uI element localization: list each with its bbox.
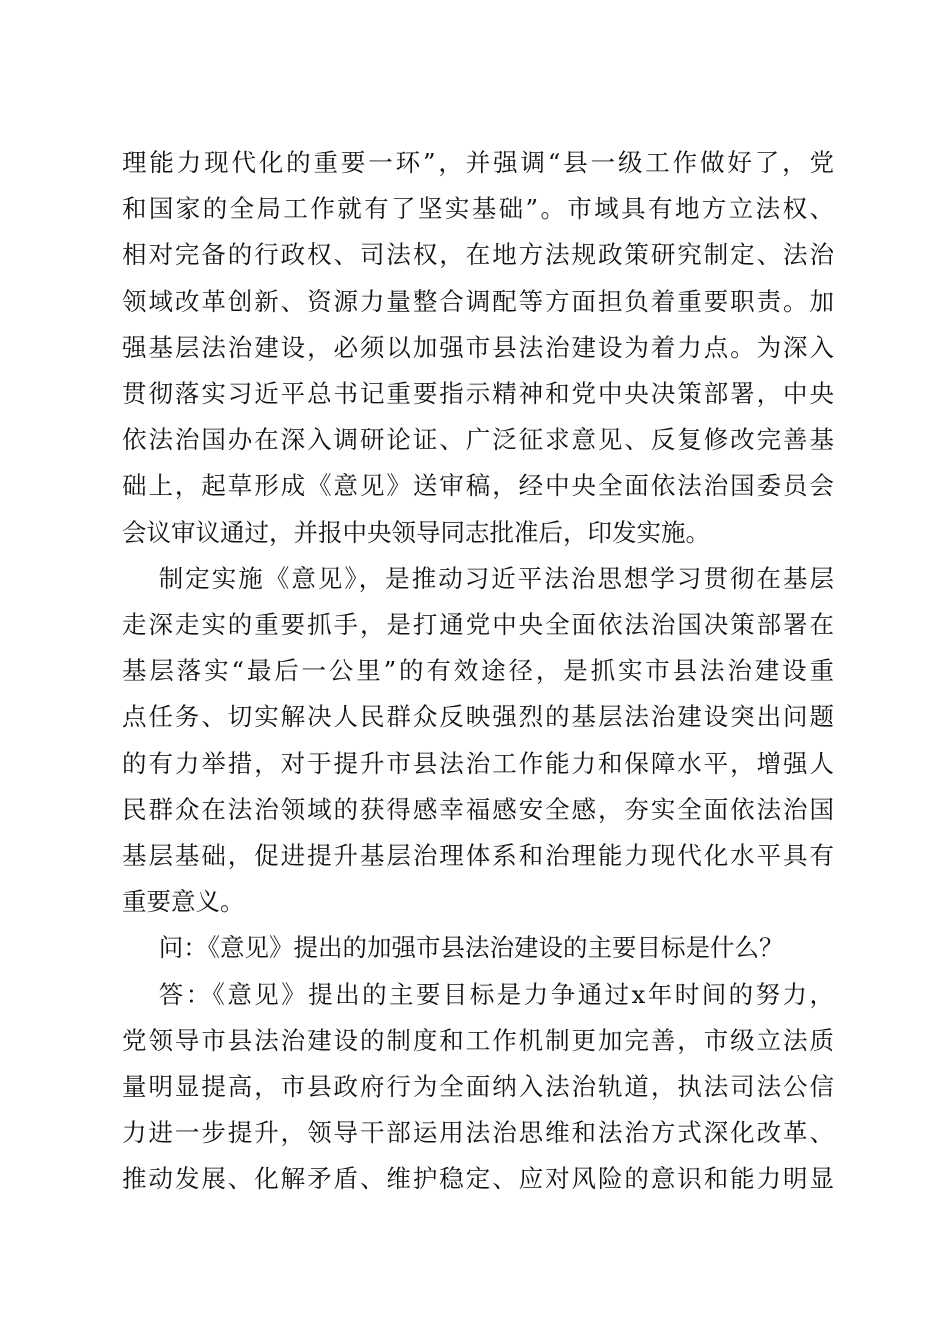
- text-line: 领域改革创新、资源力量整合调配等方面担负着重要职责。加: [122, 286, 834, 316]
- text-line: 答：《意见》提出的主要目标是力争通过x年时间的努力，: [158, 979, 834, 1009]
- text-line: 和国家的全局工作就有了坚实基础”。市域具有地方立法权、: [122, 194, 834, 224]
- text-line: 理能力现代化的重要一环”，并强调“县一级工作做好了，党: [122, 148, 834, 177]
- text-line: 相对完备的行政权、司法权，在地方法规政策研究制定、法治: [122, 240, 834, 270]
- text-line: 基层基础，促进提升基层治理体系和治理能力现代化水平具有: [122, 841, 834, 871]
- text-line: 党领导市县法治建设的制度和工作机制更加完善，市级立法质: [122, 1025, 834, 1055]
- text-line: 基层落实“最后一公里”的有效途径，是抓实市县法治建设重: [122, 656, 834, 686]
- text-line: 贯彻落实习近平总书记重要指示精神和党中央决策部署，中央: [122, 379, 834, 409]
- text-line: 的有力举措，对于提升市县法治工作能力和保障水平，增强人: [122, 748, 834, 778]
- text-line: 力进一步提升，领导干部运用法治思维和法治方式深化改革、: [122, 1118, 834, 1148]
- text-line: 民群众在法治领域的获得感幸福感安全感，夯实全面依法治国: [122, 794, 834, 824]
- text-line: 量明显提高，市县政府行为全面纳入法治轨道，执法司法公信: [122, 1072, 834, 1102]
- text-line: 强基层法治建设，必须以加强市县法治建设为着力点。为深入: [122, 332, 834, 362]
- text-line: 依法治国办在深入调研论证、广泛征求意见、反复修改完善基: [122, 425, 834, 455]
- text-line: 制定实施《意见》，是推动习近平法治思想学习贯彻在基层: [158, 563, 834, 593]
- paragraph: [122, 556, 834, 926]
- text-line: 点任务、切实解决人民群众反映强烈的基层法治建设突出问题: [122, 702, 834, 732]
- paragraph: [122, 925, 834, 971]
- paragraph: [122, 972, 834, 1203]
- text-line: 础上，起草形成《意见》送审稿，经中央全面依法治国委员会: [122, 471, 834, 501]
- text-line: 重要意义。: [122, 887, 245, 917]
- paragraph: [122, 140, 834, 556]
- document-body: [122, 140, 834, 1203]
- text-line: 会议审议通过，并报中央领导同志批准后，印发实施。: [122, 517, 710, 547]
- text-line: 问：《意见》提出的加强市县法治建设的主要目标是什么？: [158, 933, 784, 963]
- text-line: 推动发展、化解矛盾、维护稳定、应对风险的意识和能力明显: [122, 1164, 834, 1194]
- text-line: 走深走实的重要抓手，是打通党中央全面依法治国决策部署在: [122, 610, 834, 640]
